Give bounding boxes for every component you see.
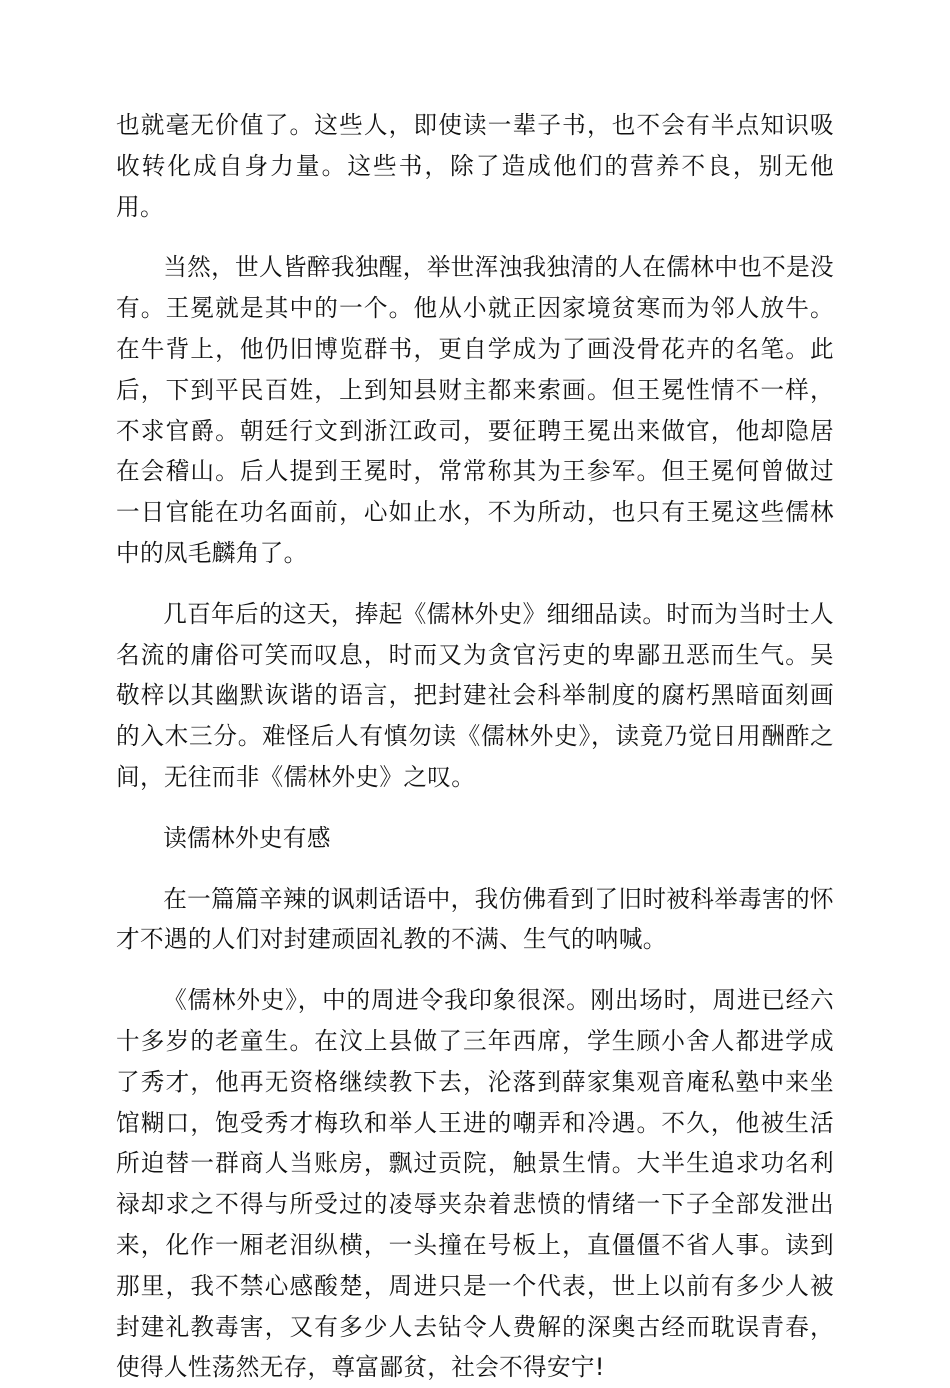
paragraph-reflection: 几百年后的这天，捧起《儒林外史》细细品读。时而为当时士人名流的庸俗可笑而叹息，时而又为贪官污吏的卑鄙丑恶而生气。吴敬梓以其幽默诙谐的语言，把封建社会科举制度的腐朽黑暗面刻画的入木三分。难怪后人有慎勿读《儒林外史》，读竟乃觉日用酬酢之间，无往而非《儒林外史》之叹。 — [116, 599, 834, 791]
paragraph-wang-mian: 当然，世人皆醉我独醒，举世浑浊我独清的人在儒林中也不是没有。王冕就是其中的一个。他从小就正因家境贫寒而为邻人放牛。在牛背上，他仍旧博览群书，更自学成为了画没骨花卉的名笔。此后，下到平民百姓，上到知县财主都来索画。但王冕性情不一样，不求官爵。朝廷行文到浙江政司，要征聘王冕出来做官，他却隐居在会稽山。后人提到王冕时，常常称其为王参军。但王冕何曾做过一日官能在功名面前，心如止水，不为所动，也只有王冕这些儒林中的凤毛麟角了。 — [116, 253, 834, 567]
paragraph-satire: 在一篇篇辛辣的讽刺话语中，我仿佛看到了旧时被科举毒害的怀才不遇的人们对封建顽固礼教的不满、生气的呐喊。 — [116, 884, 834, 954]
paragraph-continuation: 也就毫无价值了。这些人，即使读一辈子书，也不会有半点知识吸收转化成自身力量。这些书，除了造成他们的营养不良，别无他用。 — [116, 111, 834, 221]
paragraph-zhou-jin: 《儒林外史》，中的周进令我印象很深。刚出场时，周进已经六十多岁的老童生。在汶上县做了三年西席，学生顾小舍人都进学成了秀才，他再无资格继续教下去，沦落到薛家集观音庵私塾中来坐馆糊口，饱受秀才梅玖和举人王进的嘲弄和冷遇。不久，他被生活所迫替一群商人当账房，飘过贡院，触景生情。大半生追求功名利禄却求之不得与所受过的凌辱夹杂着悲愤的情绪一下子全部发泄出来，化作一厢老泪纵横，一头撞在号板上，直僵僵不省人事。读到那里，我不禁心感酸楚，周进只是一个代表，世上以前有多少人被封建礼教毒害，又有多少人去钻令人费解的深奥古经而耽误青春，使得人性荡然无存，尊富鄙贫，社会不得安宁! — [116, 986, 834, 1382]
section-title: 读儒林外史有感 — [163, 823, 331, 852]
